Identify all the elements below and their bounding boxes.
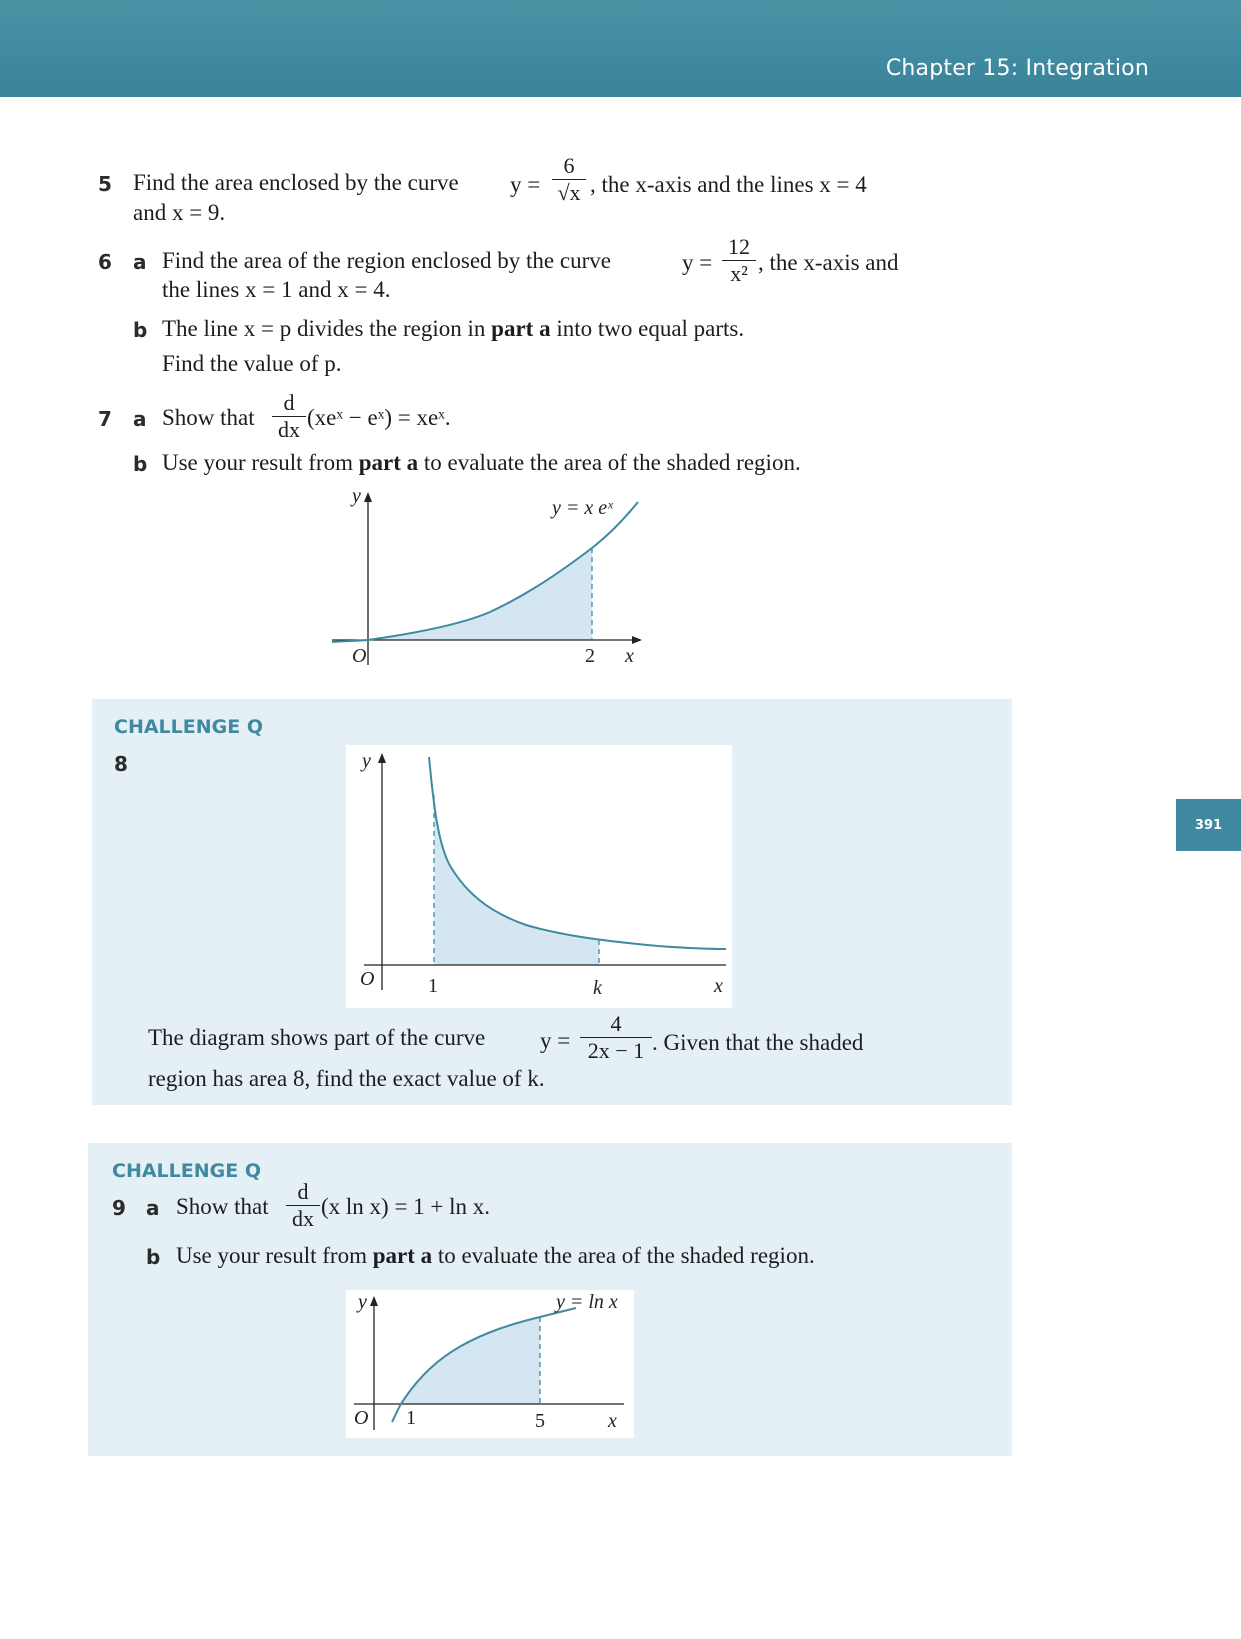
q5-text-2: , the x-axis and the lines x = 4	[590, 172, 867, 197]
q5-frac-num: 6	[563, 153, 575, 178]
q9-derivative	[286, 1179, 320, 1232]
q8-y-arrow	[378, 753, 386, 763]
q9-b-bold: part a	[372, 1243, 433, 1268]
q7-tick-2: 2	[585, 645, 595, 667]
q6-a-text-3: the lines x = 1 and x = 4.	[162, 277, 391, 302]
q5-y-eq: y =	[510, 172, 541, 197]
q6-part-a-label: a	[133, 250, 147, 274]
q7-part-a-label: a	[133, 407, 147, 431]
q9-tick-1: 1	[406, 1407, 416, 1429]
chapter-title: Chapter 15: Integration	[885, 56, 1149, 81]
q6-b-bold: part a	[491, 316, 551, 341]
q9-shaded-region	[401, 1317, 540, 1404]
q6-a-text-1: Find the area of the region enclosed by the curve	[162, 248, 611, 273]
q6-b-text-3: Find the value of p.	[162, 351, 342, 376]
q7-b-text	[162, 450, 801, 476]
q5-number: 5	[98, 172, 112, 196]
q7-origin: O	[352, 645, 367, 667]
q9-part-b-label: b	[146, 1245, 161, 1269]
q7-b-bold: part a	[358, 450, 419, 475]
q6-a-text-2: , the x-axis and	[758, 250, 899, 275]
q6-b-text-1: The line x = p divides the region in	[162, 316, 486, 341]
q7-graph	[320, 490, 650, 670]
q6-part-b-label: b	[133, 318, 148, 342]
q9-challenge-label: CHALLENGE Q	[112, 1160, 261, 1182]
q7-a-text-1: Show that	[162, 405, 255, 430]
q7-shaded-region	[368, 548, 592, 640]
q9-y-label: y	[358, 1291, 367, 1313]
q7-d-den: dx	[278, 417, 300, 442]
q8-y-eq: y =	[540, 1028, 571, 1053]
q5-text-1: Find the area enclosed by the curve	[133, 170, 459, 195]
q8-y-label: y	[362, 750, 371, 772]
q9-b-text-2: to evaluate the area of the shaded region.	[437, 1243, 815, 1268]
q8-graph	[346, 745, 732, 1008]
q7-y-arrow	[364, 492, 372, 502]
q8-origin: O	[360, 968, 375, 990]
q8-fraction	[580, 1011, 652, 1064]
page-number-tab	[1176, 799, 1241, 851]
q5-fraction	[552, 153, 586, 206]
q9-number: 9	[112, 1196, 126, 1220]
q5-frac-den: √x	[557, 180, 581, 205]
page-number: 391	[1194, 817, 1223, 833]
q6-frac-num: 12	[728, 234, 750, 259]
q9-a-text-1: Show that	[176, 1194, 269, 1219]
q7-b-text-1: Use your result from	[162, 450, 353, 475]
q8-tick-1: 1	[428, 975, 438, 997]
q8-text-2: . Given that the shaded	[652, 1030, 864, 1055]
q9-graph	[346, 1290, 634, 1438]
q7-curve-label: y = x eˣ	[552, 497, 613, 519]
q9-b-text-1: Use your result from	[176, 1243, 367, 1268]
q7-part-b-label: b	[133, 452, 148, 476]
q6-b-text-2: into two equal parts.	[556, 316, 745, 341]
q8-frac-den: 2x − 1	[587, 1038, 645, 1063]
q8-number: 8	[114, 752, 128, 776]
q7-d-num: d	[283, 390, 295, 415]
q5-text-3: and x = 9.	[133, 200, 226, 225]
chapter-header-band	[0, 0, 1241, 97]
q7-x-arrow	[632, 636, 642, 644]
q7-a-expr: (xeˣ − eˣ) = xeˣ.	[307, 405, 451, 430]
q9-part-a-label: a	[146, 1196, 160, 1220]
q8-frac-num: 4	[610, 1011, 622, 1036]
q8-challenge-label: CHALLENGE Q	[114, 716, 263, 738]
q8-x-label: x	[714, 975, 723, 997]
q9-origin: O	[354, 1407, 369, 1429]
q9-tick-5: 5	[535, 1410, 545, 1432]
q7-derivative	[272, 390, 306, 443]
q6-b-text	[162, 316, 744, 342]
q9-a-expr: (x ln x) = 1 + ln x.	[321, 1194, 491, 1219]
q9-d-den: dx	[292, 1206, 314, 1231]
q7-y-label: y	[352, 490, 361, 507]
q9-d-num: d	[297, 1179, 309, 1204]
q9-y-arrow	[370, 1296, 378, 1306]
q6-fraction	[722, 234, 756, 287]
q8-tick-k: k	[593, 977, 602, 999]
q7-number: 7	[98, 407, 112, 431]
q6-number: 6	[98, 250, 112, 274]
q7-b-text-2: to evaluate the area of the shaded region.	[423, 450, 801, 475]
q9-b-text	[176, 1243, 815, 1269]
q9-curve-label: y = ln x	[556, 1291, 618, 1313]
q9-x-label: x	[608, 1410, 617, 1432]
q7-x-label: x	[625, 645, 634, 667]
q6-y-eq: y =	[682, 250, 713, 275]
q6-frac-den: x²	[730, 261, 748, 286]
q8-text-1: The diagram shows part of the curve	[148, 1025, 486, 1050]
q8-text-3: region has area 8, find the exact value of k.	[148, 1066, 545, 1091]
